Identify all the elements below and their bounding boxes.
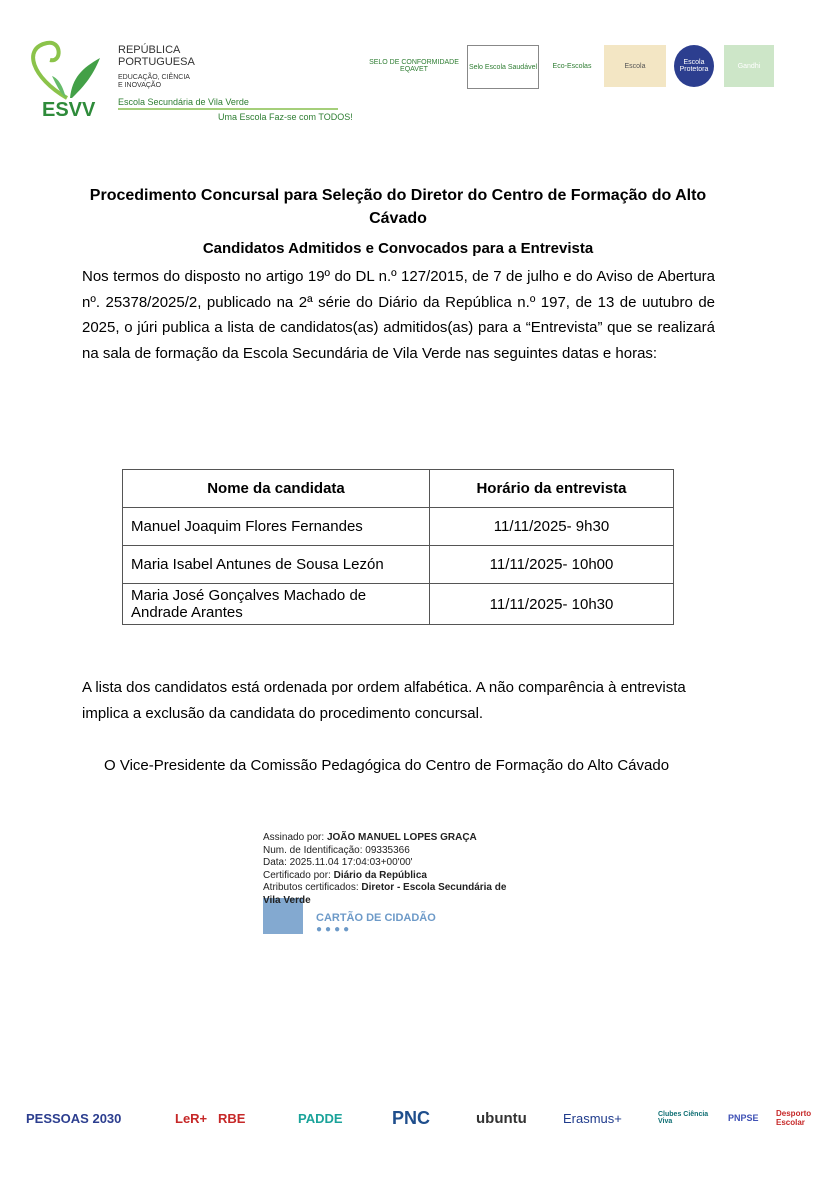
table-row [123, 508, 674, 546]
footer-logo-pnc: PNC [392, 1107, 431, 1128]
sig-id: Num. de Identificação: 09335366 [263, 844, 410, 856]
footer-logo-ubuntu: ubuntu [476, 1109, 527, 1127]
sig-label: Assinado por: [263, 832, 325, 843]
note-paragraph: A lista dos candidatos está ordenada por ordem alfabética. A não comparência à entrevista implica a exclusão da candidata do procedimento concursal. [82, 679, 686, 722]
table-row [123, 584, 674, 625]
school-motto: Uma Escola Faz-se com TODOS! [218, 112, 353, 122]
column-header: Nome da candidata [123, 470, 430, 508]
escola-protetora-badge: Escola Protetora [674, 45, 714, 87]
eco-escolas-badge: Eco-Escolas [552, 62, 592, 70]
school-name: Escola Secundária de Vila Verde [118, 97, 249, 107]
republica-logo [118, 44, 195, 90]
footer-logo-pnpse: PNPSE [728, 1113, 759, 1123]
interview-time: 11/11/2025- 9h30 [430, 508, 674, 546]
footer-logo-ciencia-viva: Clubes Ciência Viva [658, 1111, 709, 1125]
footer-logo-ler: LeR+ [175, 1110, 208, 1126]
republica-line: PORTUGUESA [118, 56, 195, 68]
column-header: Horário da entrevista [430, 470, 674, 508]
divider [118, 108, 338, 110]
interview-time: 11/11/2025- 10h30 [430, 584, 674, 625]
ministry-line: EDUCAÇÃO, CIÊNCIA [118, 74, 190, 81]
document-title: Procedimento Concursal para Seleção do Diretor do Centro de Formação do Alto Cávado [89, 187, 707, 227]
esvv-logo: ESVV [22, 38, 112, 122]
footer-logo-desporto: Desporto Escolar [776, 1109, 812, 1127]
sig-date: Data: 2025.11.04 17:04:03+00'00' [263, 857, 413, 868]
sig-cert: Diário da República [333, 869, 427, 881]
table-row [123, 546, 674, 584]
ministry-line: E INOVAÇÃO [118, 82, 162, 89]
candidate-name: Manuel Joaquim Flores Fernandes [123, 508, 430, 546]
signer-name: JOÃO MANUEL LOPES GRAÇA [326, 832, 477, 843]
interview-time: 11/11/2025- 10h00 [430, 546, 674, 584]
candidate-name: Maria José Gonçalves Machado de Andrade Arantes [123, 584, 430, 625]
intro-paragraph: Nos termos do disposto no artigo 19º do DL n.º 127/2015, de 7 de julho e do Aviso de Abertura nº. 25378/2025/2, publicado na 2ª série do Diário da República n.º 197, de 13 de uutubro de 2025, o júri publica a lista de candidatos(as) admitidos(as) para a “Entrevista” que se realizará na sala de formação da Escola Secundária de Vila Verde nas seguintes datas e horas: [82, 268, 715, 362]
footer-logo-rbe: RBE [218, 1110, 246, 1126]
sig-label: Atributos certificados: [263, 882, 359, 893]
document-subtitle: Candidatos Admitidos e Convocados para a Entrevista [202, 240, 594, 257]
gandhi-badge: Gandhi [724, 45, 774, 87]
candidates-table [122, 469, 674, 625]
footer-logo-pessoas: PESSOAS 2030 [26, 1110, 122, 1126]
republica-line: REPÚBLICA [118, 44, 181, 56]
eqavet-badge: SELO DE CONFORMIDADE EQAVET [369, 59, 459, 73]
footer-logo-erasmus: Erasmus+ [563, 1110, 622, 1126]
sig-label: Certificado por: [263, 869, 331, 881]
closing-line: O Vice-Presidente da Comissão Pedagógica do Centro de Formação do Alto Cávado [104, 757, 670, 774]
footer-logo-padde: PADDE [298, 1110, 343, 1126]
cartao-cidadao-label: CARTÃO DE CIDADÃO [316, 912, 436, 924]
digital-signature [263, 832, 513, 907]
dots-icon: ●●●● [316, 924, 353, 935]
escola-badge: Escola [604, 45, 666, 87]
selo-escola-badge: Selo Escola Saudável [467, 45, 539, 89]
sig-attr: Diretor - Escola Secundária de Vila Verde [263, 882, 507, 906]
candidate-name: Maria Isabel Antunes de Sousa Lezón [123, 546, 430, 584]
table-header-row [123, 470, 674, 508]
